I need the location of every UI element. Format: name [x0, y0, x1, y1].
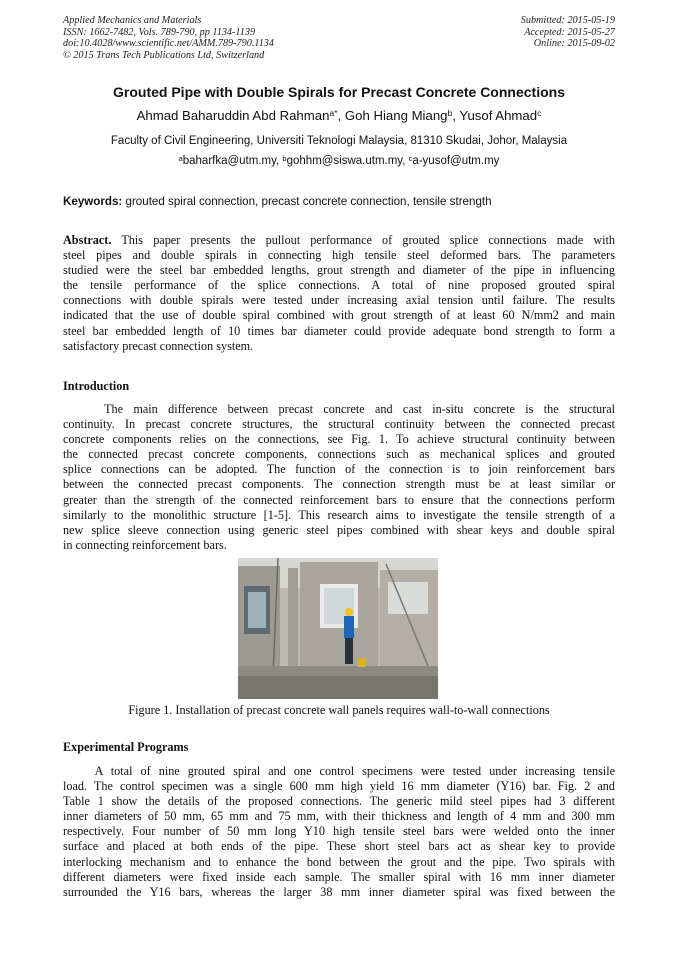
section-heading-introduction: Introduction: [63, 379, 130, 393]
intro-line: concrete components relies on the connections, see Fig. 1. To achieve structural continuity between: [63, 432, 615, 447]
experimental-line: surface and placed at both ends of the pipe. These short steel bars act as shear key to provide: [63, 839, 615, 854]
intro-line: the connected precast concrete components, connections such as mechanical splices and grouted: [63, 447, 615, 462]
experimental-line: different diameters were fixed inside each sample. The smaller spiral with 16 mm inner diameter: [63, 869, 615, 884]
keywords-text: grouted spiral connection, precast concrete connection, tensile strength: [122, 195, 492, 208]
paper-title: Grouted Pipe with Double Spirals for Precast Concrete Connections: [113, 84, 565, 100]
date-submitted: Submitted: 2015-05-19: [520, 15, 615, 26]
introduction-paragraph: [63, 402, 615, 553]
affiliation: Faculty of Civil Engineering, Universiti Teknologi Malaysia, 81310 Skudai, Johor, Malaysia: [110, 135, 568, 147]
abstract-line: satisfactory precast connection system.: [63, 338, 254, 353]
author-separator: ,: [452, 108, 460, 123]
figure-1-photo: [238, 558, 438, 699]
abstract-line: steel pipes and double spirals in connecting high tensile steel deformed bars. The parameters: [63, 248, 615, 263]
journal-doi: doi:10.4028/www.scientific.net/AMM.789-790.1134: [63, 38, 274, 50]
abstract-line: connections with double spirals were tested under increasing axial tension until failure. The results: [63, 293, 615, 308]
abstract-line: steel bar embedded length of 10 times bar diameter could provide adequate bond strength to form a: [63, 323, 615, 338]
author-name: Yusof Ahmad: [459, 108, 538, 123]
publication-dates: [521, 15, 615, 50]
experimental-line: A total of nine grouted spiral and one control specimens were tested under increasing tensile: [63, 764, 615, 778]
email-mark: c: [408, 153, 413, 163]
author-affiliation-mark: b: [447, 108, 453, 119]
email-mark: a: [178, 153, 183, 163]
experimental-line: load. The control specimen was a single 600 mm high yield 16 mm diameter (Y16) bar. Fig. 2 and: [63, 779, 615, 794]
abstract-line: indicated that the use of double spiral combined with grout strength of at least 60 N/mm2 and main: [63, 308, 615, 323]
date-accepted: Accepted: 2015-05-27: [524, 26, 615, 38]
author-name: Ahmad Baharuddin Abd Rahman: [136, 108, 330, 123]
email-address: gohhm@siswa.utm.my,: [286, 155, 409, 167]
email-address: a-yusof@utm.my: [412, 155, 500, 167]
abstract-label: Abstract.: [63, 233, 112, 247]
experimental-line: respectively. Four number of 50 mm long Y10 high tensile steel bars were welded onto the inner: [63, 824, 615, 839]
email-mark: b: [282, 153, 287, 163]
intro-line: continuity. In precast concrete structures, the structural continuity between the connected precast: [63, 417, 615, 432]
journal-copyright: © 2015 Trans Tech Publications Ltd, Switzerland: [63, 49, 265, 61]
experimental-paragraph: [63, 764, 615, 900]
abstract: [63, 233, 615, 354]
intro-line: in connecting reinforcement bars.: [63, 537, 227, 552]
intro-line: greater than the strength of the connected reinforcement bars to ensure that the connections perform: [63, 492, 615, 507]
experimental-line: surrounded the Y16 bars, whereas the larger 38 mm inner diameter spiral was fixed between the: [63, 884, 615, 899]
abstract-line: studied were the steel bar embedded lengths, grout strength and diameter of the pipe in influencing: [63, 263, 615, 278]
experimental-line: Table 1 show the details of the proposed connections. The generic mild steel pipes had 3 different: [63, 794, 615, 809]
intro-line: between the connected precast components. The connection strength must be at least similar or: [63, 477, 615, 492]
section-heading-experimental: Experimental Programs: [63, 740, 189, 754]
experimental-line: interlocking mechanism and to enhance the bond between the grout and the pipe. Two spirals with: [63, 854, 615, 869]
author-name: Goh Hiang Miang: [344, 108, 448, 123]
author-affiliation-mark: c: [537, 108, 542, 119]
journal-info: [63, 15, 274, 61]
figure-1-caption: Figure 1. Installation of precast concrete wall panels requires wall-to-wall connections: [128, 703, 550, 717]
email-address: baharfka@utm.my,: [182, 155, 283, 167]
keywords: [63, 195, 492, 208]
author-list: [40, 108, 638, 123]
intro-line: splice connections can be adopted. The function of the connection is to join reinforcement bars: [63, 462, 615, 477]
date-online: Online: 2015-09-02: [533, 38, 615, 50]
abstract-line: the tensile performance of the splice connections. A total of nine proposed grouted spiral: [63, 278, 615, 293]
journal-issn: ISSN: 1662-7482, Vols. 789-790, pp 1134-1139: [63, 26, 256, 38]
abstract-line-text: This paper presents the pullout performance of grouted splice connections made with: [111, 233, 615, 247]
construction-site-photo: [238, 558, 438, 699]
journal-name: Applied Mechanics and Materials: [63, 15, 202, 26]
author-emails: [40, 155, 638, 167]
author-affiliation-mark: a*: [329, 108, 338, 119]
experimental-line: inner diameters of 50 mm, 65 mm and 75 mm, with their thickness and length of 4 mm and 300 mm: [63, 809, 615, 824]
keywords-label: Keywords:: [63, 195, 123, 208]
intro-line: The main difference between precast concrete and cast in-situ concrete is the structural: [63, 402, 615, 416]
intro-line: similarly to the monolithic structure [1-5]. This research aims to investigate the tensile strength of a: [63, 507, 615, 522]
abstract-line: [63, 233, 615, 248]
author-separator: ,: [337, 108, 345, 123]
intro-line: new splice sleeve connection using generic steel pipes combined with shear keys and double spiral: [63, 522, 615, 537]
